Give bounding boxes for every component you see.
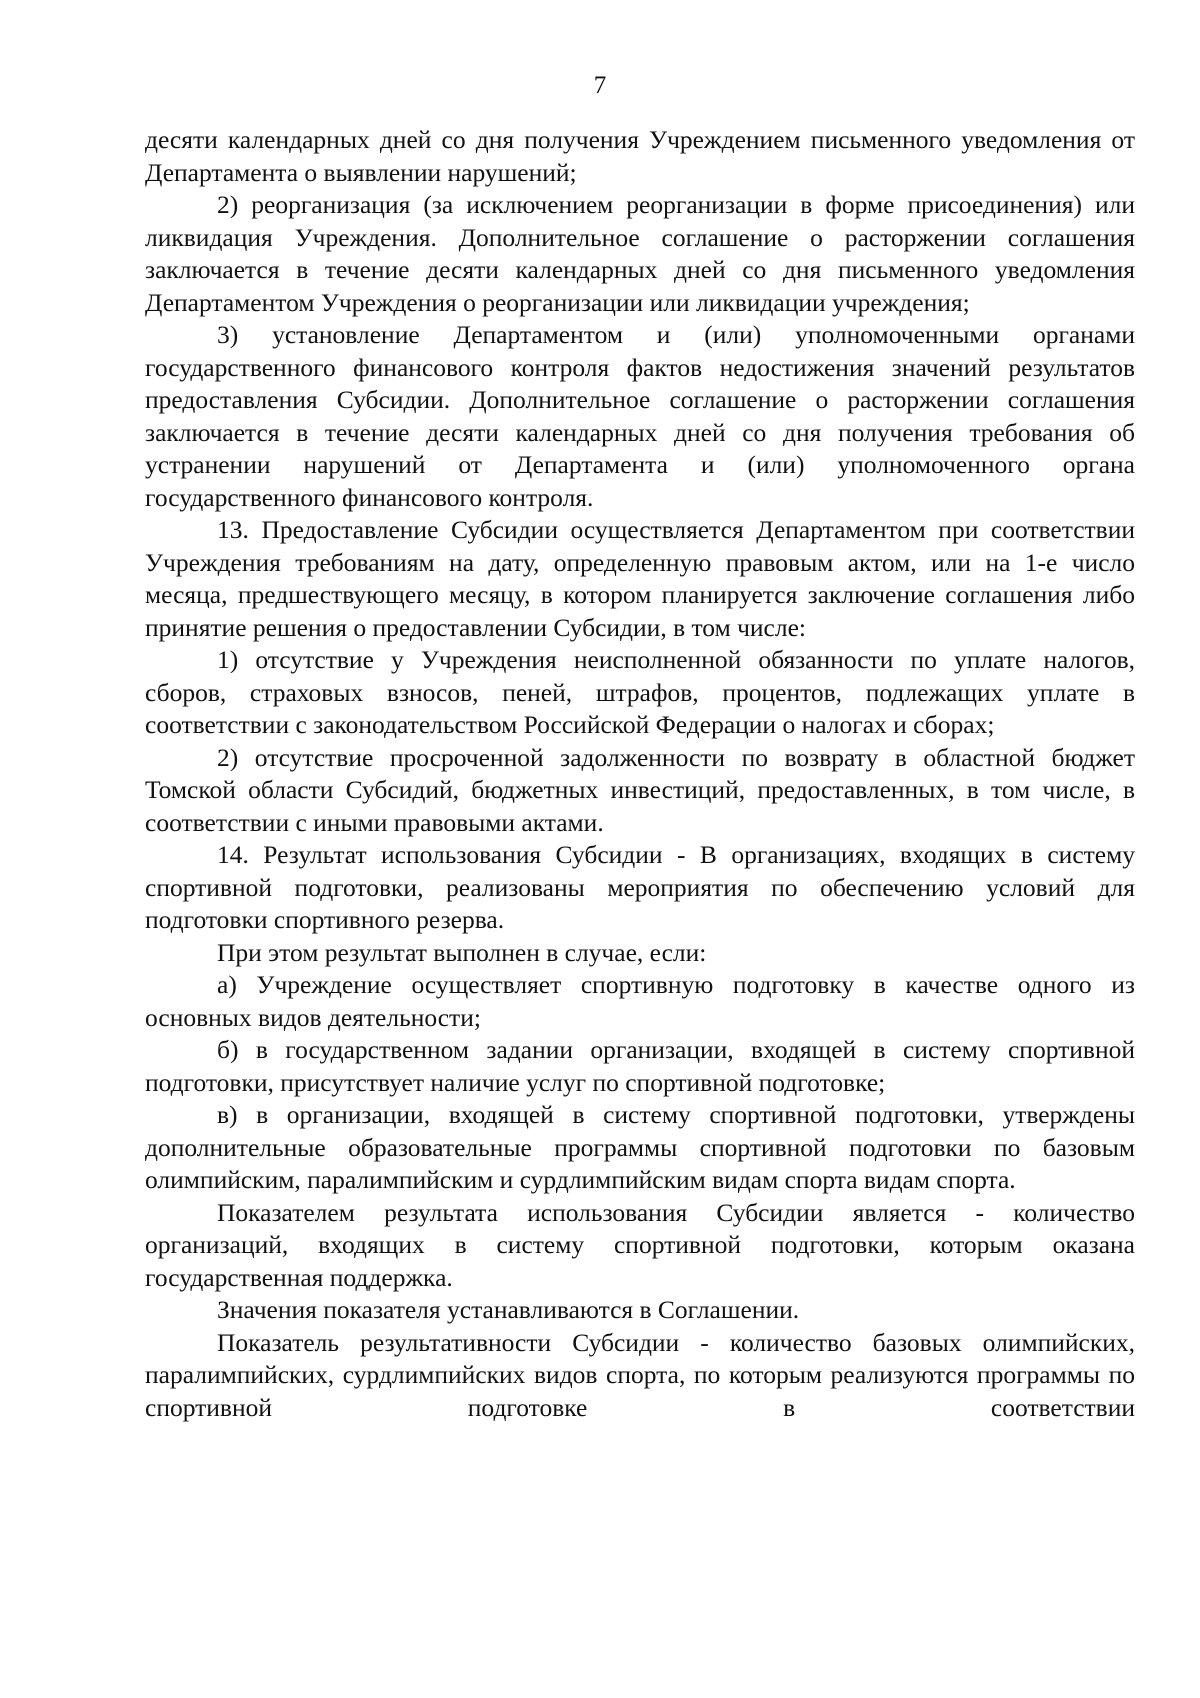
paragraph-effectiveness-indicator: Показатель результативности Субсидии - количество базовых олимпийских, паралимпийских, сурдлимпийских видов спорта, по которым реализуются программы по спортивной подготовке в соответствии <box>145 1327 1135 1422</box>
paragraph-item-v: в) в организации, входящей в систему спортивной подготовки, утверждены дополнительные образовательные программы спортивной подготовки по базовым олимпийским, паралимпийским и сурдлимпийским видам спорта видам спорта. <box>145 1100 1135 1194</box>
paragraph-item-b: б) в государственном задании организации, входящей в систему спортивной подготовки, присутствует наличие услуг по спортивной подготовке; <box>145 1035 1135 1097</box>
paragraph-clause-14: 14. Результат использования Субсидии - В организациях, входящих в систему спортивной подготовки, реализованы мероприятия по обеспечению условий для подготовки спортивного резерва. <box>145 840 1135 934</box>
document-body <box>145 124 1135 1424</box>
paragraph-indicator-values: Значения показателя устанавливаются в Соглашении. <box>217 1295 800 1324</box>
paragraph-continuation: десяти календарных дней со дня получения Учреждением письменного уведомления от Департамента о выявлении нарушений; <box>145 125 1135 187</box>
paragraph-item-1-taxes: 1) отсутствие у Учреждения неисполненной обязанности по уплате налогов, сборов, страховых взносов, пеней, штрафов, процентов, подлежащих уплате в соответствии с законодательством Российской Федерации о налогах и сборах; <box>145 645 1135 739</box>
page-number: 7 <box>593 72 607 99</box>
paragraph-item-2-debt: 2) отсутствие просроченной задолженности по возврату в областной бюджет Томской области Субсидий, бюджетных инвестиций, предоставленных, в том числе, в соответствии с иными правовыми актами. <box>145 742 1135 837</box>
paragraph-item-a: а) Учреждение осуществляет спортивную подготовку в качестве одного из основных видов деятельности; <box>145 970 1135 1032</box>
paragraph-item-3-control: 3) установление Департаментом и (или) уполномоченными органами государственного финансового контроля фактов недостижения значений результатов предоставления Субсидии. Дополнительное соглашение о расторжении соглашения заключается в течение десяти календарных дней со дня получения требования об устранении нарушений от Департамента и (или) уполномоченного органа государственного финансового контроля. <box>145 320 1135 512</box>
paragraph-clause-13: 13. Предоставление Субсидии осуществляется Департаментом при соответствии Учреждения требованиям на дату, определенную правовым актом, или на 1-е число месяца, предшествующего месяцу, в котором планируется заключение соглашения либо принятие решения о предоставлении Субсидии, в том числе: <box>145 515 1135 642</box>
paragraph-indicator: Показателем результата использования Субсидии является - количество организаций, входящих в систему спортивной подготовки, которым оказана государственная поддержка. <box>145 1197 1135 1292</box>
paragraph-item-2-reorganization: 2) реорганизация (за исключением реорганизации в форме присоединения) или ликвидация Учреждения. Дополнительное соглашение о расторжении соглашения заключается в течение десяти календарных дней со дня письменного уведомления Департаментом Учреждения о реорганизации или ликвидации учреждения; <box>145 190 1135 317</box>
paragraph-result-condition: При этом результат выполнен в случае, если: <box>217 937 707 967</box>
